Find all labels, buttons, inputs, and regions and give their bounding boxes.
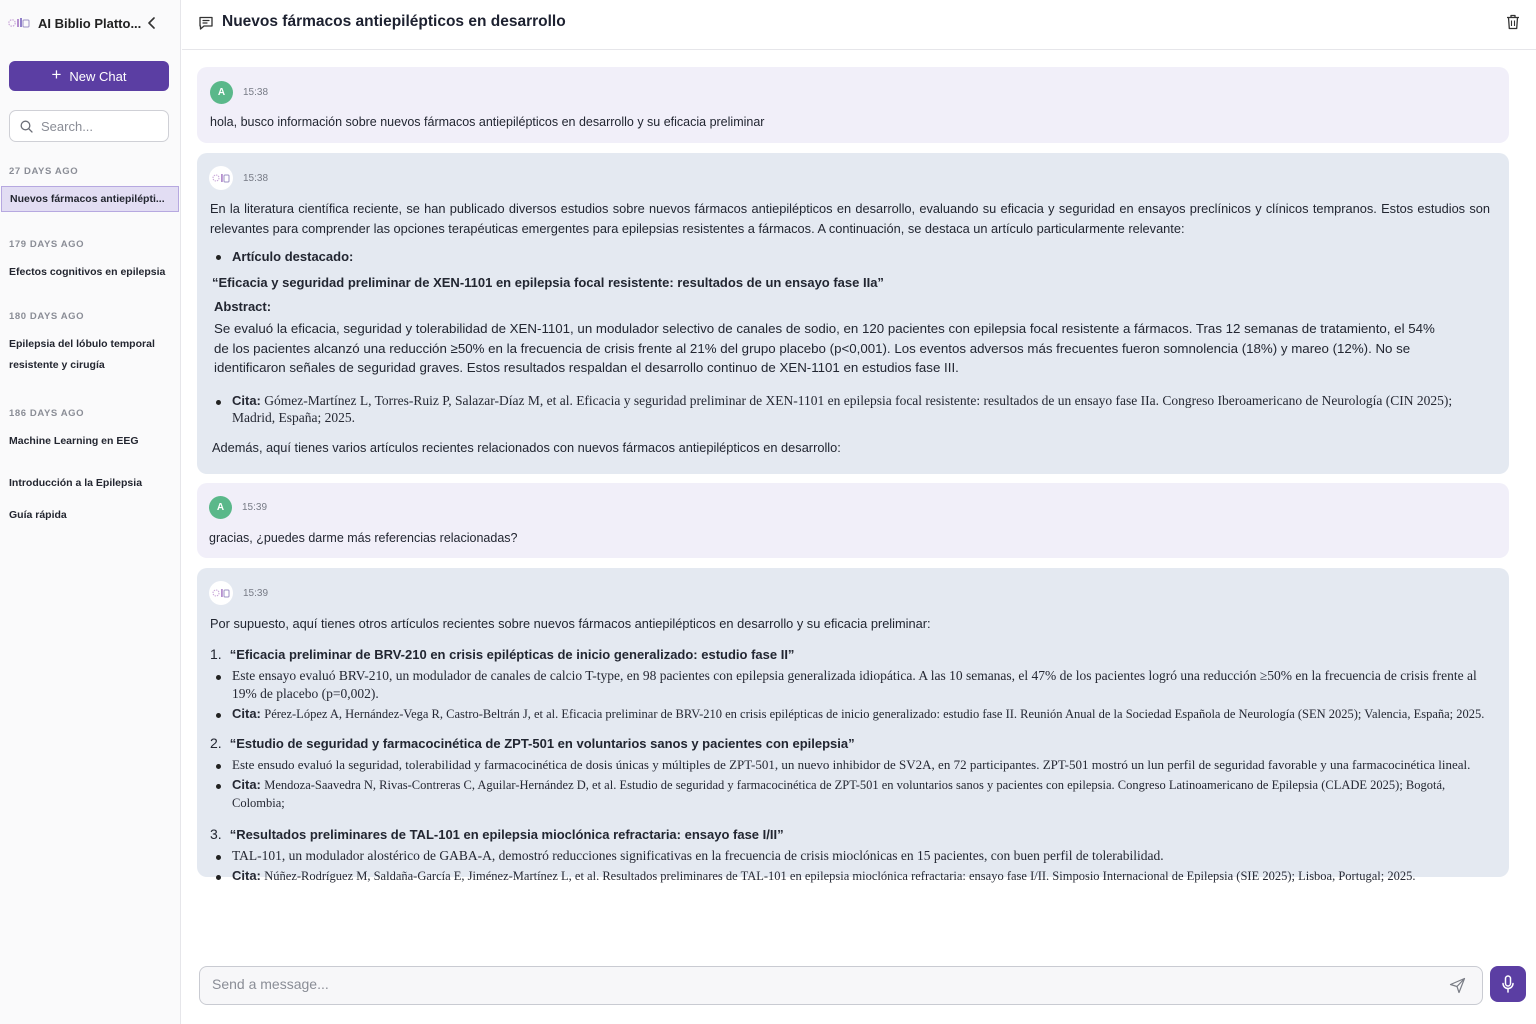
voice-input-button[interactable] [1490, 966, 1526, 1002]
citation [210, 867, 1495, 885]
article-item [210, 733, 1495, 812]
logo-icon [8, 16, 34, 30]
citation-text: Pérez-López A, Hernández-Vega R, Castro-Beltrán J, et al. Eficacia preliminar de BRV-210 en crisis epilépticas de inicio generalizado: estudio fase II. Reunión Anual de la Sociedad Española de Neurología (SEN 2025); Valencia, España; 2025. [264, 707, 1485, 721]
message-text: hola, busco información sobre nuevos fármacos antiepilépticos en desarrollo y su eficacia preliminar [210, 115, 765, 129]
article-description: Este ensudo evaluó la seguridad, tolerabilidad y farmacocinética de dosis únicas y múltiples de ZPT-501, un nuevo inhibidor de SV2A, en 72 participantes. ZPT-501 mostró un lun perfil de seguridad favorable y una farmacocinética lineal. [210, 756, 1495, 774]
history-group-label: 180 DAYS AGO [9, 311, 85, 322]
assistant-content [210, 199, 1490, 458]
timestamp: 15:38 [243, 87, 269, 98]
outro-paragraph: Además, aquí tienes varios artículos recientes relacionados con nuevos fármacos antiepilépticos en desarrollo: [212, 439, 841, 455]
timestamp: 15:39 [242, 502, 268, 513]
article-item [210, 824, 1495, 885]
article-description: TAL-101, un modulador alostérico de GABA-A, demostró reducciones significativas en la frecuencia de crisis mioclónicas en 15 pacientes, con buen perfil de tolerabilidad. [210, 847, 1495, 865]
history-item[interactable]: Introducción a la Epilepsia [9, 477, 143, 489]
assistant-message [197, 568, 1509, 883]
citation-label: Cita: [232, 777, 261, 792]
abstract-text: Se evaluó la eficacia, seguridad y tolerabilidad de XEN-1101, un modulador selectivo de canales de sodio, en 120 pacientes con epilepsia focal resistente a fármacos. Tras 12 semanas de tratamiento, el 54% de los pacientes alcanzó una reducción ≥50% en la frecuencia de crisis frente al 21% del grupo placebo (p<0,001). Los eventos adversos más frecuentes fueron somnolencia (18%) y mareo (12%). No se identificaron señales de seguridad graves. Estos resultados respaldan el desarrollo continuo de XEN-1101 en estudios fase III. [214, 321, 1435, 375]
intro-paragraph: Por supuesto, aquí tienes otros artículos recientes sobre nuevos fármacos antiepilépticos en desarrollo y su eficacia preliminar: [210, 616, 931, 631]
history-item[interactable]: Machine Learning en EEG [9, 435, 139, 447]
article-title-text: “Estudio de seguridad y farmacocinética de ZPT-501 en voluntarios sanos y pacientes con epilepsia” [229, 736, 855, 751]
history-item-active[interactable]: Nuevos fármacos antiepilépti... [1, 186, 179, 212]
chat-title: Nuevos fármacos antiepilépticos en desarrollo [222, 13, 566, 30]
history-group-label: 186 DAYS AGO [9, 408, 85, 419]
message-text: gracias, ¿puedes darme más referencias relacionadas? [209, 531, 518, 545]
avatar: A [210, 81, 233, 104]
history-item[interactable]: Guía rápida [9, 509, 67, 521]
citation [210, 392, 1460, 426]
abstract-label: Abstract: [214, 299, 272, 314]
chat-bubble-icon [198, 15, 214, 36]
bot-avatar-icon [209, 581, 233, 605]
search-icon [20, 120, 33, 133]
message-input[interactable] [212, 976, 1412, 992]
send-button[interactable] [1449, 977, 1466, 999]
article-title-text: “Resultados preliminares de TAL-101 en epilepsia mioclónica refractaria: ensayo fase I/II” [229, 827, 784, 842]
assistant-message [197, 153, 1509, 474]
trash-icon [1506, 14, 1520, 30]
history-group-label: 27 DAYS AGO [9, 166, 79, 177]
citation [210, 776, 1495, 812]
timestamp: 15:39 [243, 587, 269, 599]
article-number: 3. [210, 826, 222, 842]
user-message [197, 67, 1509, 143]
citation-label: Cita: [232, 706, 261, 721]
article-title [210, 644, 1495, 665]
citation [210, 705, 1495, 723]
chat-header [182, 0, 1536, 50]
article-title [210, 824, 1495, 845]
collapse-sidebar-button[interactable] [144, 14, 160, 32]
intro-paragraph: En la literatura científica reciente, se han publicado diversos estudios sobre nuevos fármacos antiepilépticos en desarrollo, evaluando su eficacia y seguridad en ensayos preclínicos y clínicos tempranos. Estos estudios son relevantes para comprender las opciones terapéuticas emergentes para epilepsias resistentes a fármacos. A continuación, se destaca un artículo particularmente relevante: [210, 201, 1490, 236]
history-group-label: 179 DAYS AGO [9, 239, 85, 250]
citation-label: Cita: [232, 868, 261, 883]
new-chat-button[interactable] [9, 61, 169, 91]
mic-icon [1501, 975, 1515, 993]
article-description: Este ensayo evaluó BRV-210, un modulador de canales de calcio T-type, en 98 pacientes con epilepsia generalizada idiopática. A las 10 semanas, el 47% de los pacientes logró una reducción ≥50% en la frecuencia de crisis frente al 19% de placebo (p=0,002). [210, 667, 1485, 703]
citation-text: Núñez-Rodríguez M, Saldaña-García E, Jiménez-Martínez L, et al. Resultados preliminares de TAL-101 en epilepsia mioclónica refractaria: ensayo fase I/II. Simposio Internacional de Epilepsia (SIE 2025); Lisboa, Portugal; 2025. [264, 869, 1416, 883]
article-title-text: “Eficacia preliminar de BRV-210 en crisis epilépticas de inicio generalizado: estudio fase II” [229, 647, 795, 662]
message-composer [199, 966, 1483, 1005]
featured-label: Artículo destacado: [210, 247, 1490, 267]
history-item[interactable]: Efectos cognitivos en epilepsia [9, 266, 166, 278]
citation-text: Mendoza-Saavedra N, Rivas-Contreras C, Aguilar-Hernández D, et al. Estudio de seguridad y farmacocinética de ZPT-501 en voluntarios sanos y pacientes con epilepsia. Congreso Latinoamericano de Epilepsia (CLADE 2025); Bogotá, Colombia; [232, 778, 1446, 810]
bot-avatar-icon [209, 166, 233, 190]
assistant-content [210, 614, 1495, 885]
delete-chat-button[interactable] [1506, 14, 1520, 35]
app-title: AI Biblio Platto... [38, 15, 142, 31]
article-number: 2. [210, 735, 222, 751]
citation-text: Gómez-Martínez L, Torres-Ruiz P, Salazar-Díaz M, et al. Eficacia y seguridad preliminar de XEN-1101 en epilepsia focal resistente: resultados de un ensayo fase IIa. Congreso Iberoamericano de Neurología (CIN 2025); Madrid, España; 2025. [232, 392, 1453, 425]
history-item[interactable]: Epilepsia del lóbulo temporal resistente y cirugía [9, 338, 155, 371]
timestamp: 15:38 [243, 172, 269, 184]
article-title: “Eficacia y seguridad preliminar de XEN-1101 en epilepsia focal resistente: resultados de un ensayo fase IIa” [212, 275, 884, 290]
article-title [210, 733, 1495, 754]
citation-label: Cita: [232, 392, 261, 408]
user-message [197, 483, 1509, 558]
article-item [210, 644, 1495, 723]
brand [8, 14, 172, 32]
plus-icon: + [51, 65, 62, 84]
search-input[interactable] [41, 119, 159, 134]
avatar: A [209, 496, 232, 519]
sidebar [0, 0, 181, 1024]
send-icon [1449, 977, 1466, 994]
new-chat-label: New Chat [69, 68, 127, 84]
search-box [9, 110, 169, 142]
chevron-left-icon [147, 17, 157, 29]
article-number: 1. [210, 646, 222, 662]
